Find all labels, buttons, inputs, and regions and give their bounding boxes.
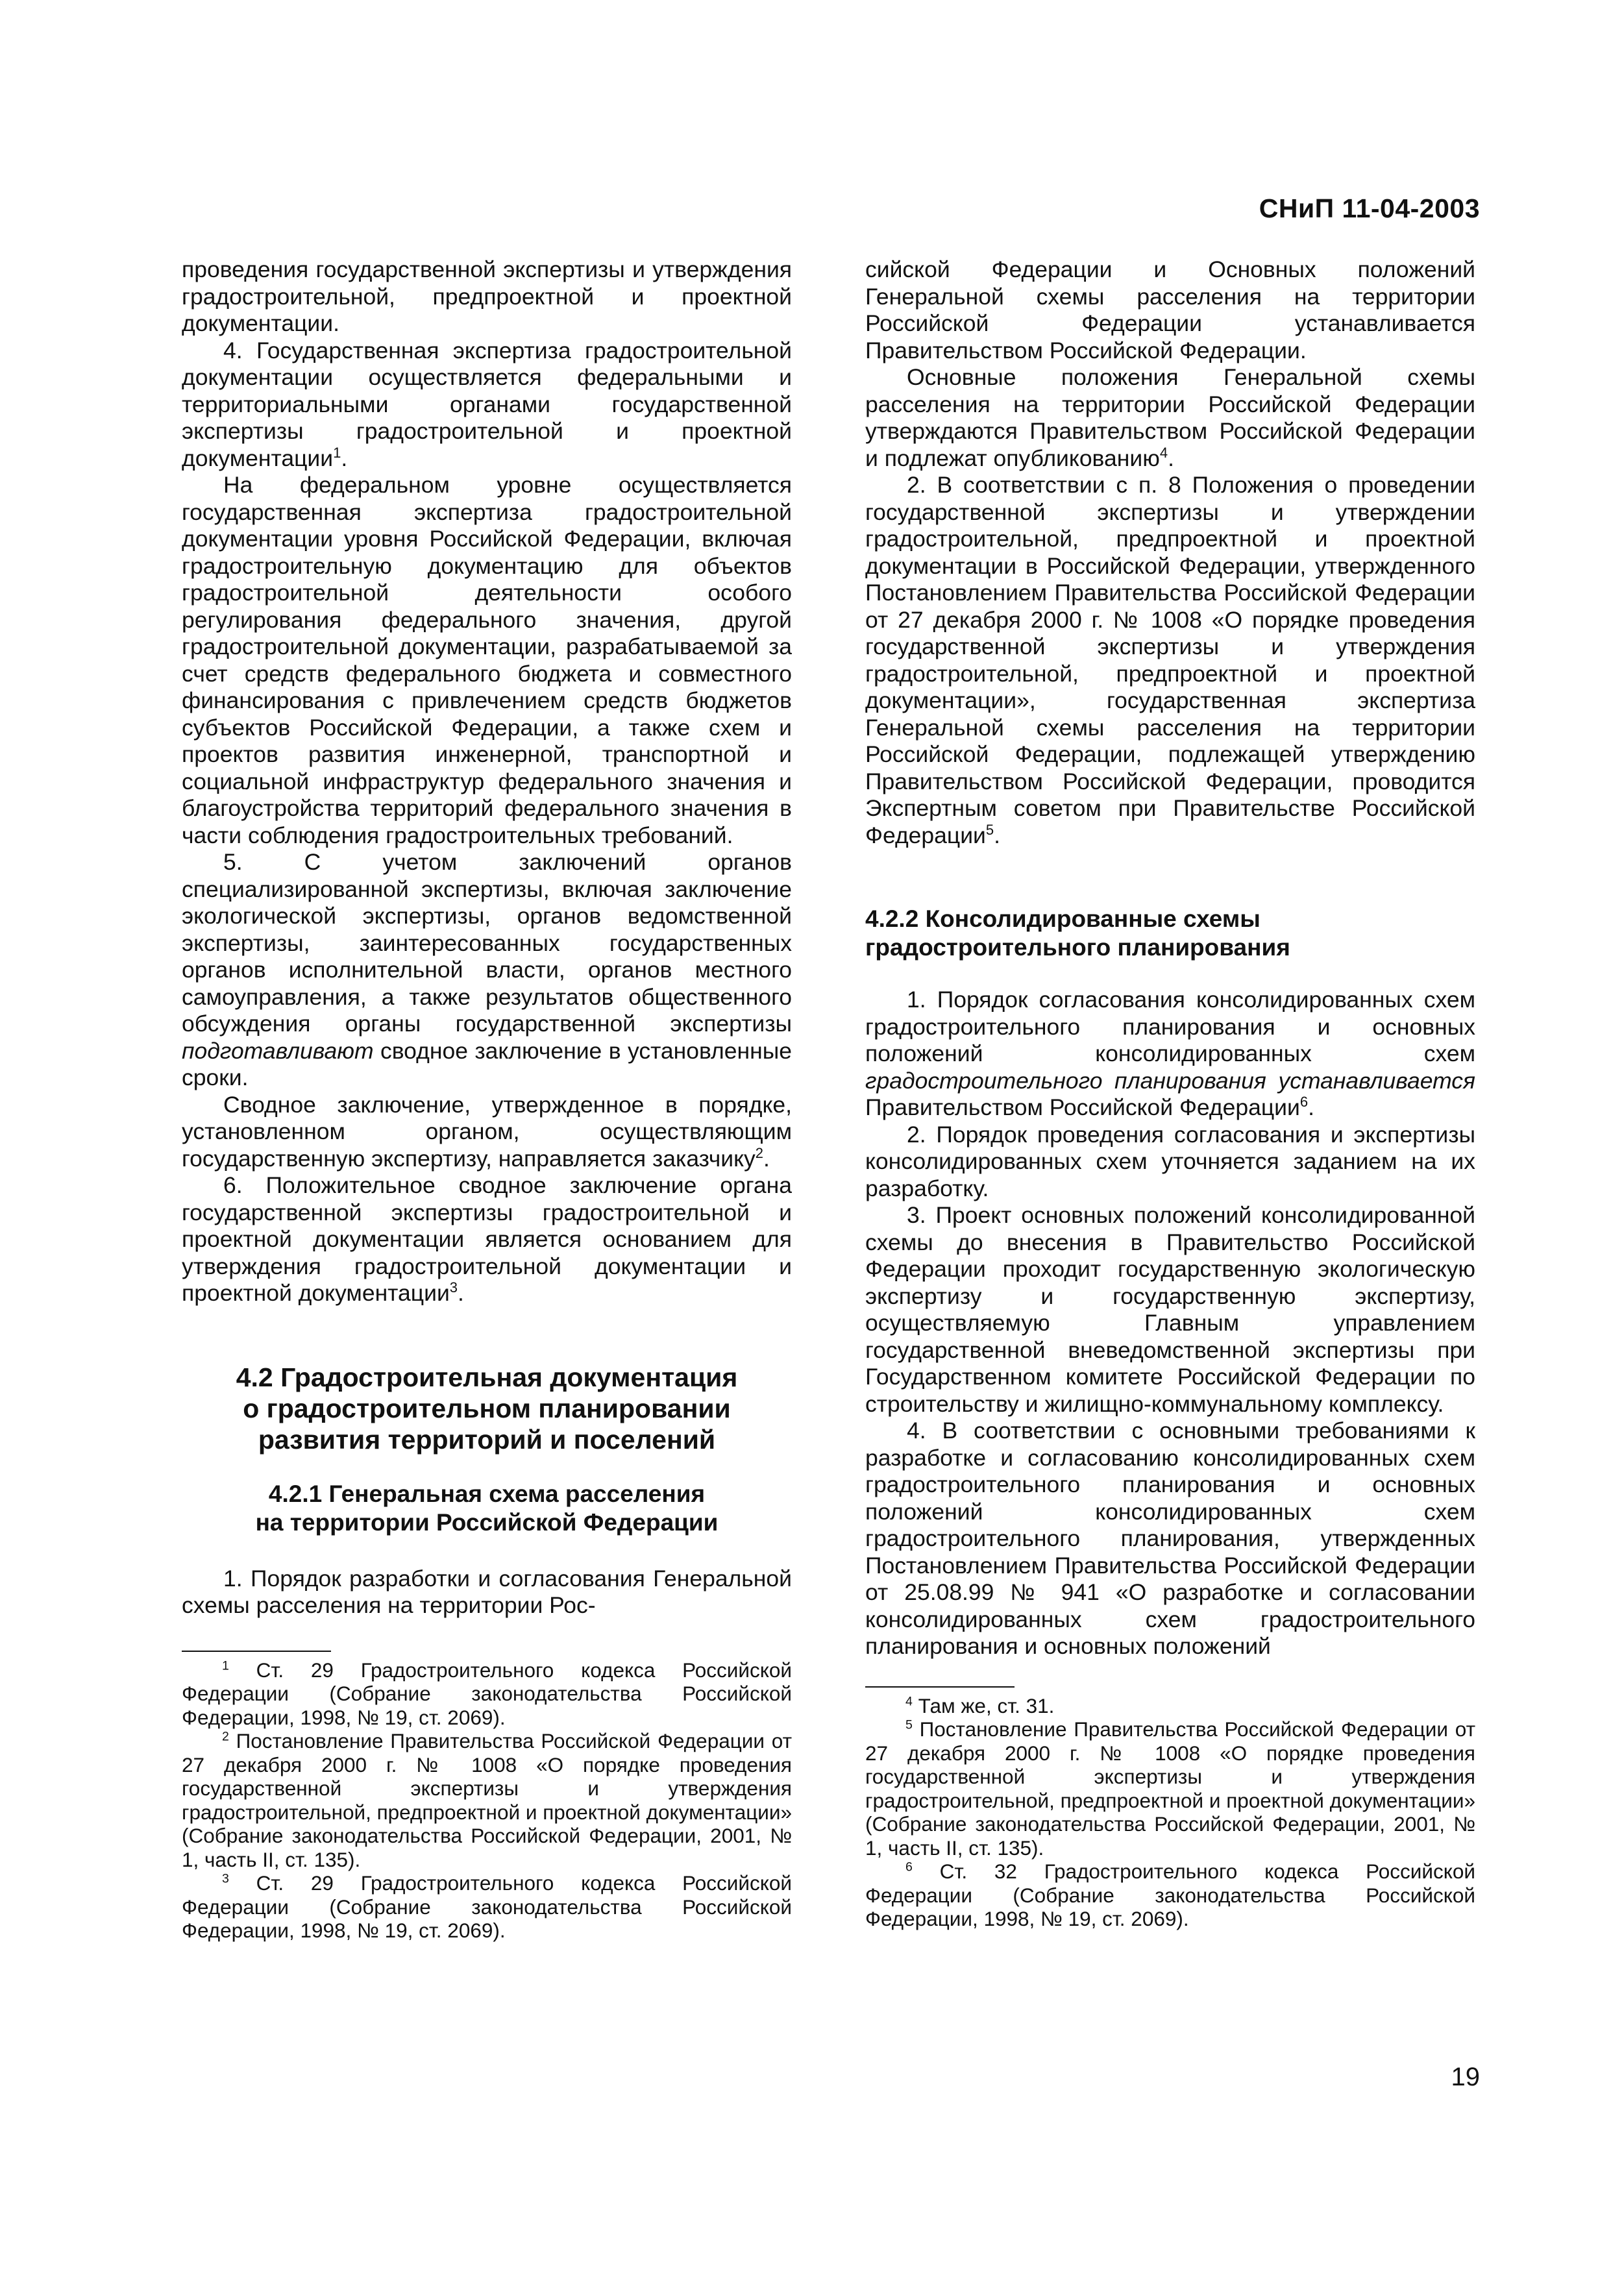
section-heading-4-2: 4.2 Градостроительная документация о градостроительном планировании развития территорий и поселений <box>236 1362 738 1455</box>
footnote-ref: 4 <box>1159 444 1168 461</box>
paragraph: 1. Порядок разработки и согласования Генеральной схемы расселения на территории Рос- <box>182 1565 792 1618</box>
right-footnotes <box>865 1694 1475 1931</box>
right-column <box>865 256 1475 1931</box>
paragraph: 1. Порядок согласования консолидированных схем градостроительного планирования и основных положений консолидированных схем градостроительного планирования устанавливается Правительством Российской Федерации$^6$. <box>865 987 1475 1120</box>
paragraph: 5. С учетом заключений органов специализированной экспертизы, включая заключение экологической экспертизы, органов ведомственной экспертизы, заинтересованных государственных органов исполнительной власти, органов местного самоуправления, а также результатов общественного обсуждения органы государственной экспертизы подготавливают сводное заключение в установленные сроки. <box>182 849 792 1090</box>
subsection-heading-4-2-2: 4.2.2 Консолидированные схемы градостроительного планирования <box>865 905 1290 961</box>
footnote: $^4$ Там же, ст. 31. <box>905 1693 1055 1717</box>
footnote-divider <box>182 1651 331 1652</box>
footnote-divider <box>865 1686 1015 1688</box>
document-code-header: СНиП 11-04-2003 <box>1259 193 1480 223</box>
paragraph: проведения государственной экспертизы и утверждения градостроительной, предпроектной и проектной документации. <box>182 256 792 336</box>
paragraph: 3. Проект основных положений консолидированной схемы до внесения в Правительство Российской Федерации проходит государственную экологическую экспертизу и государственную экспертизу, осуществляемую Главным управлением государственной вневедомственной экспертизы при Государственном комитете Российской Федерации по строительству и жилищно-коммунальному комплексу. <box>865 1202 1475 1417</box>
footnote-ref: 2 <box>755 1144 764 1161</box>
paragraph: 6. Положительное сводное заключение органа государственной экспертизы градостроительной и проектной документации является основанием для утверждения градостроительной документации и проектной документации$^3$. <box>182 1172 792 1306</box>
paragraph: 2. В соответствии с п. 8 Положения о проведении государственной экспертизы и утверждении градостроительной, предпроектной и проектной документации в Российской Федерации, утвержденного Постановлением Правительства Российской Федерации от 27 декабря 2000 г. № 1008 «О порядке проведения государственной экспертизы и утверждения градостроительной, предпроектной и проектной документации», государственная экспертиза Генеральной схемы расселения на территории Российской Федерации, подлежащей утверждению Правительством Российской Федерации, проводится Экспертным советом при Правительстве Российской Федерации$^5$. <box>865 472 1475 848</box>
subsection-heading-4-2-1: 4.2.1 Генеральная схема расселения на территории Российской Федерации <box>255 1480 719 1536</box>
right-body <box>865 256 1475 849</box>
paragraph: сийской Федерации и Основных положений Генеральной схемы расселения на территории Российской Федерации устанавливается Правительством Российской Федерации. <box>865 256 1475 363</box>
footnote: $^5$ Постановление Правительства Российской Федерации от 27 декабря 2000 г. № 1008 «О порядке проведения государственной экспертизы и утверждения градостроительной, предпроектной и проектной документации» (Собрание законодательства Российской Федерации, 2001, № 1, часть II, ст. 135). <box>865 1717 1475 1860</box>
footnote-ref: 5 <box>985 821 994 838</box>
page-number: 19 <box>1451 2063 1480 2091</box>
paragraph: 2. Порядок проведения согласования и экспертизы консолидированных схем уточняется заданием на их разработку. <box>865 1121 1475 1201</box>
right-body-continued <box>865 987 1475 1660</box>
footnote: $^1$ Ст. 29 Градостроительного кодекса Российской Федерации (Собрание законодательства Российской Федерации, 1998, № 19, ст. 2069). <box>182 1658 792 1729</box>
left-body-continued <box>182 1566 792 1619</box>
footnote-ref: 1 <box>333 444 341 461</box>
footnote-ref: 3 <box>449 1279 458 1296</box>
paragraph: 4. Государственная экспертиза градостроительной документации осуществляется федеральными и территориальными органами государственной экспертизы градостроительной и проектной документации$^1$. <box>182 337 792 471</box>
footnote: $^6$ Ст. 32 Градостроительного кодекса Российской Федерации (Собрание законодательства Российской Федерации, 1998, № 19, ст. 2069). <box>865 1860 1475 1930</box>
left-body <box>182 256 792 1307</box>
footnote: $^3$ Ст. 29 Градостроительного кодекса Российской Федерации (Собрание законодательства Российской Федерации, 1998, № 19, ст. 2069). <box>182 1871 792 1942</box>
paragraph: Основные положения Генеральной схемы расселения на территории Российской Федерации утверждаются Правительством Российской Федерации и подлежат опубликованию$^4$. <box>865 364 1475 471</box>
left-footnotes <box>182 1658 792 1943</box>
paragraph: 4. В соответствии с основными требованиями к разработке и согласованию консолидированных схем градостроительного планирования и основных положений консолидированных схем градостроительного планирования, утвержденных Постановлением Правительства Российской Федерации от 25.08.99 № 941 «О разработке и согласовании консолидированных схем градостроительного планирования и основных положений <box>865 1418 1475 1659</box>
footnote-ref: 6 <box>1299 1094 1309 1111</box>
paragraph: Сводное заключение, утвержденное в порядке, установленном органом, осуществляющим государственную экспертизу, направляется заказчику$^2$. <box>182 1091 792 1172</box>
left-column <box>182 256 792 1943</box>
footnote: $^2$ Постановление Правительства Российской Федерации от 27 декабря 2000 г. № 1008 «О порядке проведения государственной экспертизы и утверждения градостроительной, предпроектной и проектной документации» (Собрание законодательства Российской Федерации, 2001, № 1, часть II, ст. 135). <box>182 1729 792 1871</box>
paragraph: На федеральном уровне осуществляется государственная экспертиза градостроительной документации уровня Российской Федерации, включая градостроительную документацию для объектов градостроительной деятельности особого регулирования федерального значения, другой градостроительной документации, разрабатываемой за счет средств федерального бюджета и совместного финансирования с привлечением средств бюджетов субъектов Российской Федерации, а также схем и проектов развития инженерной, транспортной и социальной инфраструктур федерального значения и благоустройства территорий федерального значения в части соблюдения градостроительных требований. <box>182 472 792 848</box>
